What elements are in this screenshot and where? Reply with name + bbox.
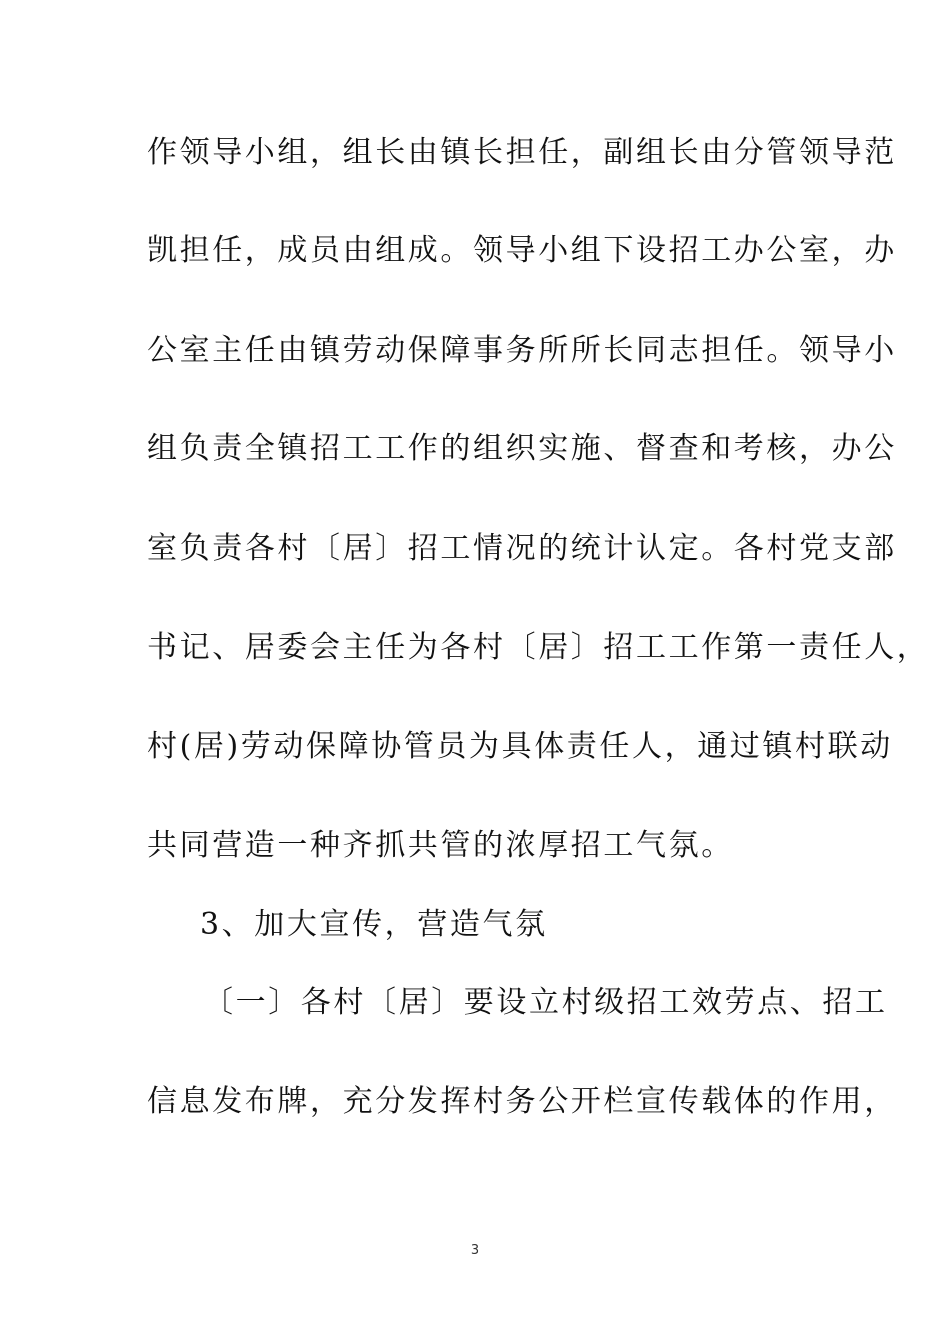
body-text-line-4: 组负责全镇招工工作的组织实施、督查和考核，办公 [147, 431, 897, 466]
section-heading: 3、加大宣传，营造气氛 [200, 907, 548, 942]
body-text-line-8: 共同营造一种齐抓共管的浓厚招工气氛。 [147, 828, 734, 863]
body-text-line-5: 室负责各村〔居〕招工情况的统计认定。各村党支部 [147, 531, 897, 566]
body-text-line-7: 村(居)劳动保障协管员为具体责任人，通过镇村联动 [147, 729, 893, 764]
page-number: 3 [470, 1243, 480, 1258]
body-text-line-10: 〔一〕各村〔居〕要设立村级招工效劳点、招工 [203, 985, 888, 1020]
body-text-line-2: 凯担任，成员由组成。领导小组下设招工办公室，办 [147, 233, 897, 268]
body-text-line-11: 信息发布牌，充分发挥村务公开栏宣传载体的作用， [147, 1084, 897, 1119]
body-text-line-3: 公室主任由镇劳动保障事务所所长同志担任。领导小 [147, 333, 897, 368]
body-text-line-6: 书记、居委会主任为各村〔居〕招工工作第一责任人， [147, 630, 930, 665]
body-text-line-1: 作领导小组，组长由镇长担任，副组长由分管领导范 [147, 135, 897, 170]
